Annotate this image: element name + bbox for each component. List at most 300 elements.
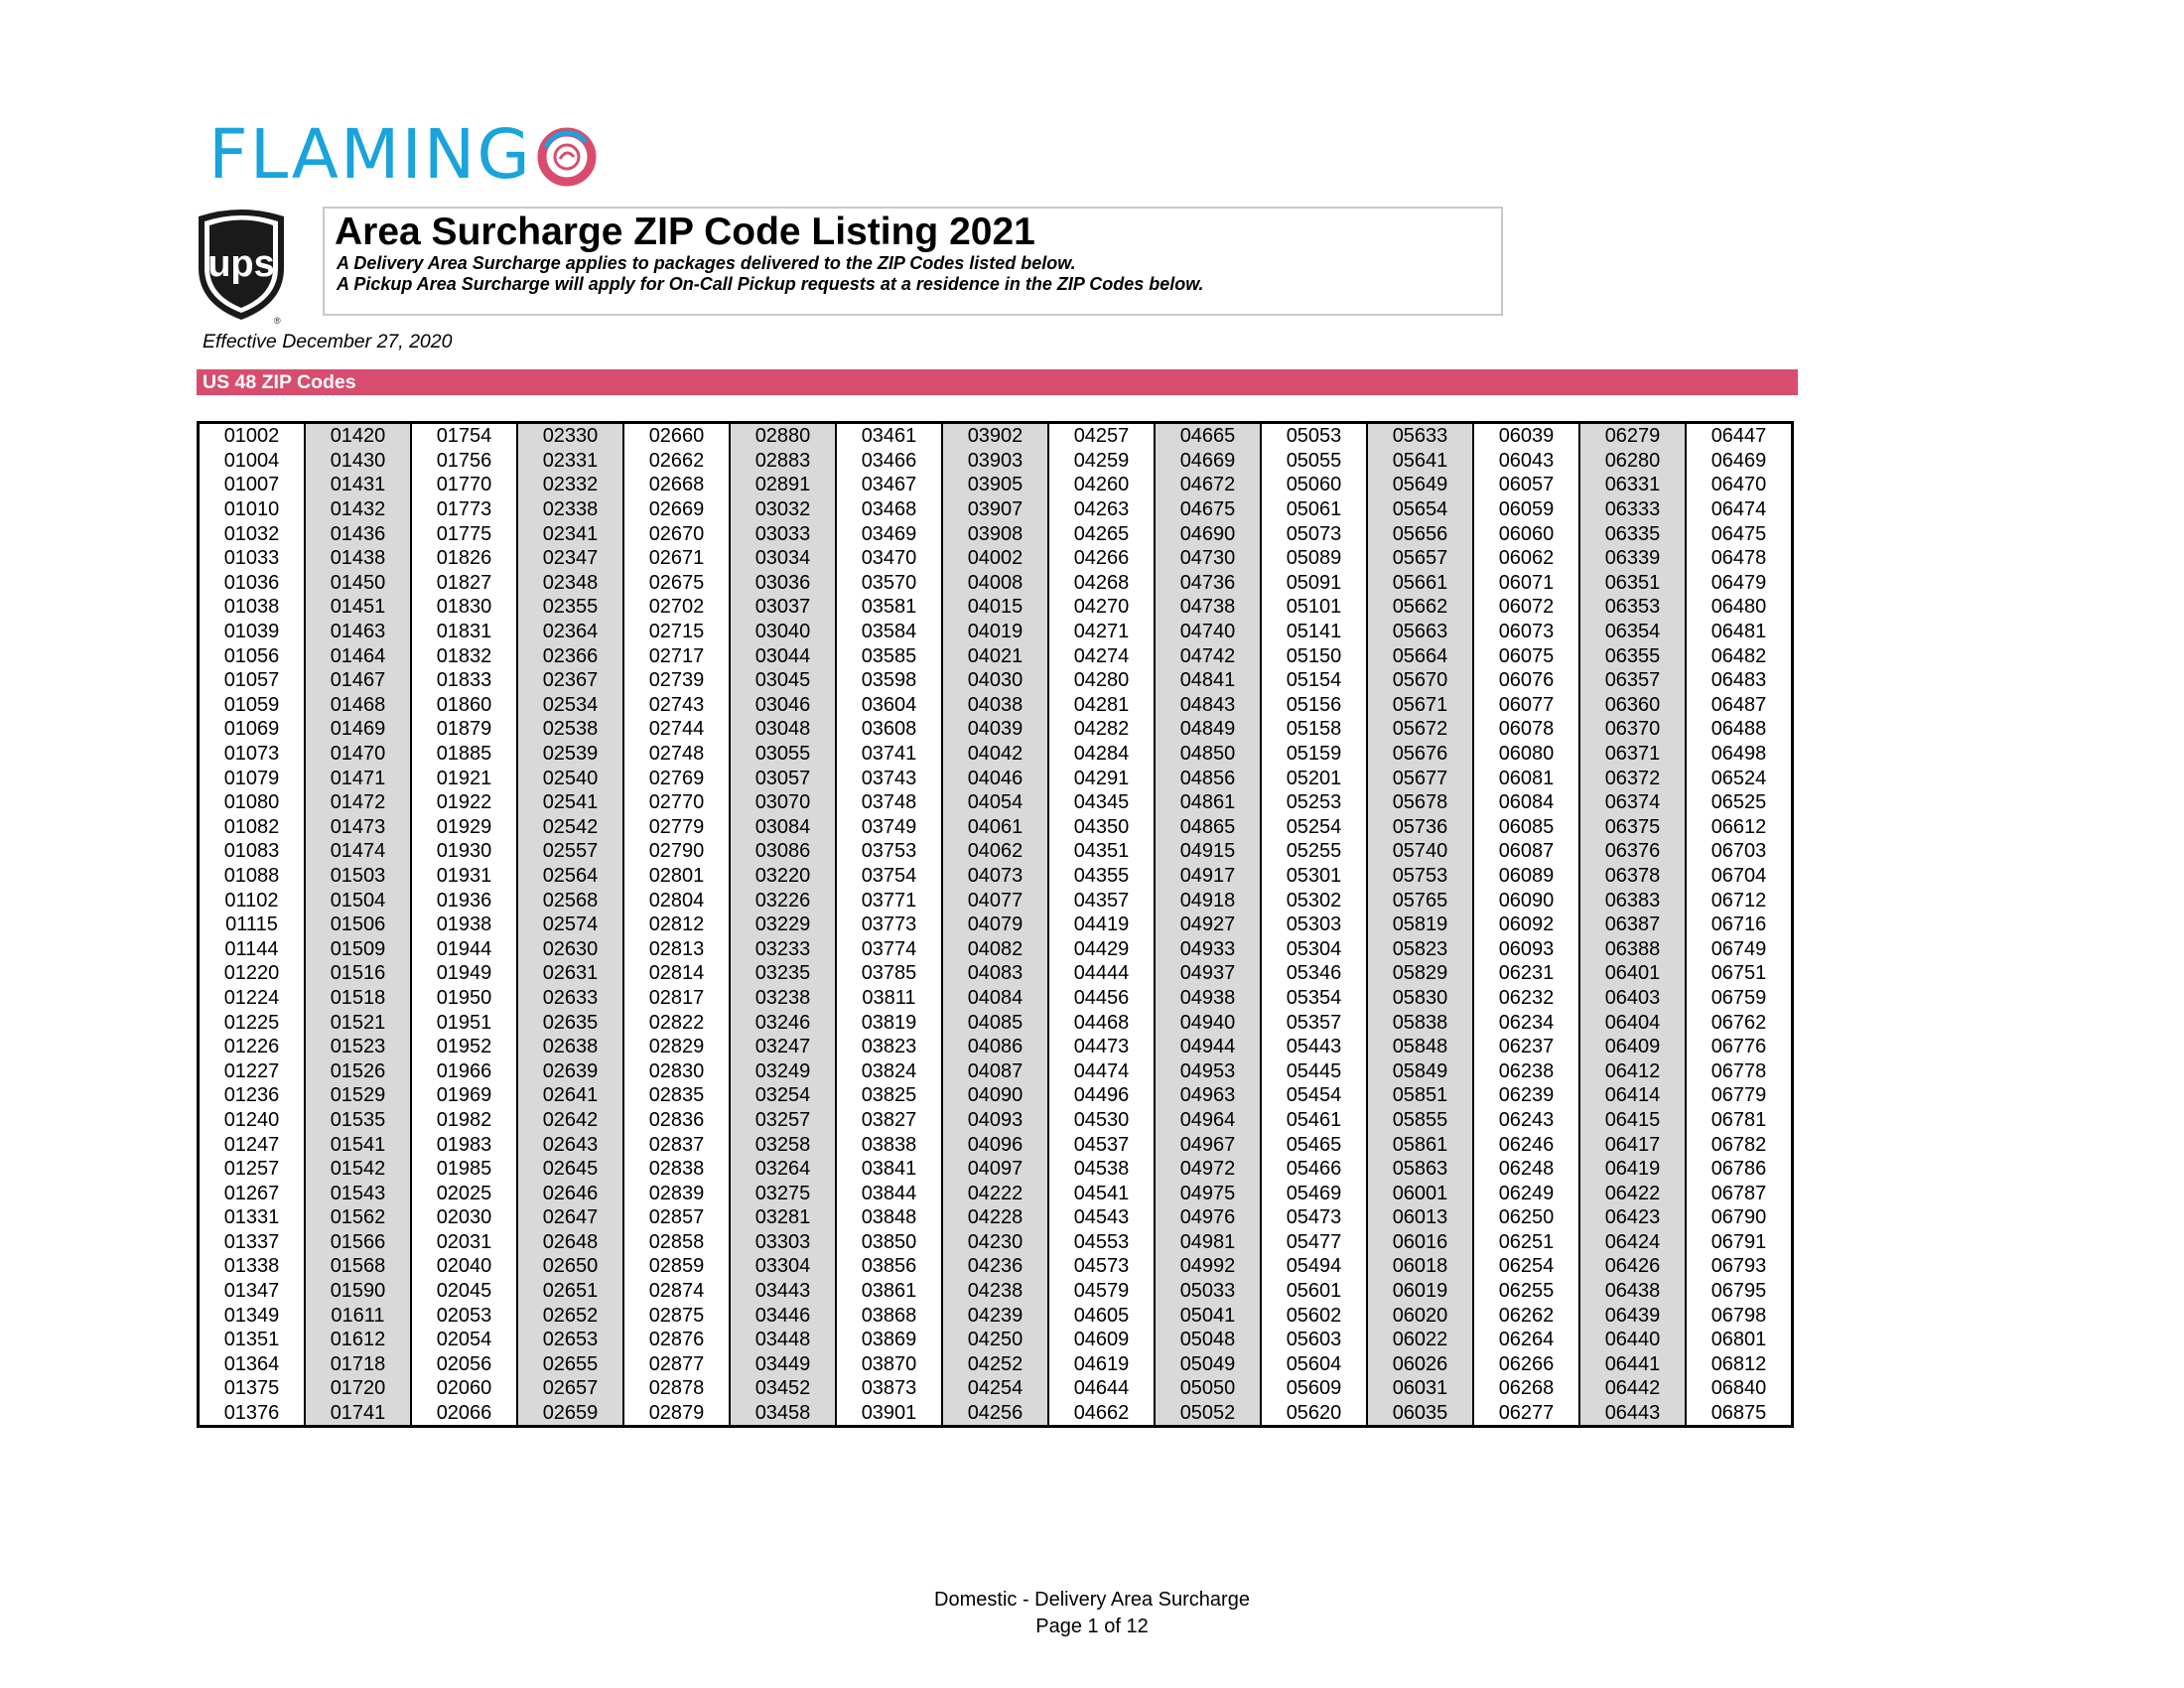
zip-code-cell: 06712 xyxy=(1686,888,1793,913)
zip-code-cell: 03598 xyxy=(836,668,942,693)
zip-code-cell: 01944 xyxy=(411,936,517,961)
zip-code-cell: 01347 xyxy=(199,1279,306,1304)
zip-code-cell: 03902 xyxy=(942,423,1048,449)
zip-code-cell: 01930 xyxy=(411,839,517,864)
zip-code-cell: 03825 xyxy=(836,1083,942,1108)
zip-code-cell: 03470 xyxy=(836,546,942,571)
zip-code-cell: 06078 xyxy=(1473,717,1579,742)
zip-code-cell: 03469 xyxy=(836,521,942,546)
zip-code-cell: 05303 xyxy=(1261,913,1367,937)
zip-code-cell: 01521 xyxy=(305,1010,411,1035)
zip-code-cell: 05041 xyxy=(1155,1303,1261,1328)
zip-code-cell: 06798 xyxy=(1686,1303,1793,1328)
zip-code-cell: 04268 xyxy=(1048,571,1155,596)
zip-code-cell: 02330 xyxy=(517,423,623,449)
zip-code-cell: 02060 xyxy=(411,1376,517,1401)
zip-code-cell: 04553 xyxy=(1048,1230,1155,1255)
zip-code-cell: 04456 xyxy=(1048,986,1155,1011)
zip-code-cell: 01566 xyxy=(305,1230,411,1255)
table-row xyxy=(199,1157,1793,1182)
zip-code-cell: 06237 xyxy=(1473,1035,1579,1059)
zip-code-cell: 03461 xyxy=(836,423,942,449)
zip-code-cell: 02338 xyxy=(517,497,623,522)
zip-code-cell: 04254 xyxy=(942,1376,1048,1401)
zip-code-cell: 03467 xyxy=(836,473,942,497)
zip-code-cell: 03235 xyxy=(730,961,836,986)
zip-code-cell: 04345 xyxy=(1048,790,1155,815)
zip-code-cell: 01985 xyxy=(411,1157,517,1182)
zip-code-cell: 06071 xyxy=(1473,571,1579,596)
zip-code-cell: 04239 xyxy=(942,1303,1048,1328)
zip-code-cell: 02879 xyxy=(623,1401,730,1427)
zip-code-cell: 05753 xyxy=(1367,864,1473,889)
table-row xyxy=(199,961,1793,986)
zip-code-cell: 05477 xyxy=(1261,1230,1367,1255)
table-row xyxy=(199,1328,1793,1352)
zip-code-cell: 02364 xyxy=(517,620,623,644)
zip-code-cell: 04963 xyxy=(1155,1083,1261,1108)
zip-code-cell: 01929 xyxy=(411,815,517,840)
zip-code-cell: 02671 xyxy=(623,546,730,571)
zip-code-cell: 02875 xyxy=(623,1303,730,1328)
zip-code-cell: 06354 xyxy=(1579,620,1686,644)
page-number: Page 1 of 12 xyxy=(1035,1616,1149,1637)
table-row xyxy=(199,595,1793,620)
zip-code-cell: 03045 xyxy=(730,668,836,693)
zip-code-cell: 05055 xyxy=(1261,449,1367,474)
zip-code-cell: 01949 xyxy=(411,961,517,986)
zip-code-cell: 06791 xyxy=(1686,1230,1793,1255)
zip-code-cell: 04975 xyxy=(1155,1181,1261,1205)
zip-code-cell: 01002 xyxy=(199,423,306,449)
zip-code-cell: 04280 xyxy=(1048,668,1155,693)
zip-code-cell: 02657 xyxy=(517,1376,623,1401)
zip-code-cell: 06401 xyxy=(1579,961,1686,986)
zip-code-cell: 02744 xyxy=(623,717,730,742)
zip-code-cell: 02770 xyxy=(623,790,730,815)
zip-code-cell: 01612 xyxy=(305,1328,411,1352)
zip-code-cell: 04002 xyxy=(942,546,1048,571)
flamingo-brand-logo xyxy=(208,115,598,195)
zip-code-cell: 06371 xyxy=(1579,742,1686,767)
zip-code-cell: 04537 xyxy=(1048,1132,1155,1157)
zip-code-cell: 01056 xyxy=(199,643,306,668)
zip-code-cell: 04841 xyxy=(1155,668,1261,693)
zip-code-cell: 02642 xyxy=(517,1108,623,1133)
zip-code-cell: 03452 xyxy=(730,1376,836,1401)
zip-code-cell: 02651 xyxy=(517,1279,623,1304)
table-row xyxy=(199,815,1793,840)
table-row xyxy=(199,497,1793,522)
footer-title: Domestic - Delivery Area Surcharge xyxy=(934,1589,1250,1611)
zip-code-cell: 05633 xyxy=(1367,423,1473,449)
zip-code-cell: 04266 xyxy=(1048,546,1155,571)
zip-code-cell: 01467 xyxy=(305,668,411,693)
zip-code-cell: 01079 xyxy=(199,766,306,790)
zip-code-cell: 06268 xyxy=(1473,1376,1579,1401)
zip-code-cell: 04086 xyxy=(942,1035,1048,1059)
zip-code-cell: 01543 xyxy=(305,1181,411,1205)
zip-code-cell: 06469 xyxy=(1686,449,1793,474)
zip-code-cell: 04944 xyxy=(1155,1035,1261,1059)
table-row xyxy=(199,1205,1793,1230)
zip-code-cell: 06419 xyxy=(1579,1157,1686,1182)
zip-code-cell: 06239 xyxy=(1473,1083,1579,1108)
zip-code-cell: 04992 xyxy=(1155,1254,1261,1279)
zip-code-cell: 02641 xyxy=(517,1083,623,1108)
table-row xyxy=(199,936,1793,961)
zip-code-cell: 06475 xyxy=(1686,521,1793,546)
zip-code-cell: 05676 xyxy=(1367,742,1473,767)
zip-code-cell: 04967 xyxy=(1155,1132,1261,1157)
zip-code-cell: 02574 xyxy=(517,913,623,937)
zip-code-cell: 04054 xyxy=(942,790,1048,815)
zip-code-cell: 01529 xyxy=(305,1083,411,1108)
zip-code-cell: 03303 xyxy=(730,1230,836,1255)
zip-code-cell: 02839 xyxy=(623,1181,730,1205)
zip-code-cell: 06357 xyxy=(1579,668,1686,693)
zip-code-cell: 01436 xyxy=(305,521,411,546)
zip-code-cell: 03220 xyxy=(730,864,836,889)
table-row xyxy=(199,717,1793,742)
table-row xyxy=(199,1083,1793,1108)
table-row xyxy=(199,790,1793,815)
zip-code-cell: 05089 xyxy=(1261,546,1367,571)
zip-code-cell: 04046 xyxy=(942,766,1048,790)
zip-code-cell: 04257 xyxy=(1048,423,1155,449)
zip-code-cell: 06262 xyxy=(1473,1303,1579,1328)
zip-code-cell: 03823 xyxy=(836,1035,942,1059)
zip-code-cell: 03247 xyxy=(730,1035,836,1059)
zip-code-cell: 02040 xyxy=(411,1254,517,1279)
zip-code-cell: 02645 xyxy=(517,1157,623,1182)
zip-code-cell: 03570 xyxy=(836,571,942,596)
table-row xyxy=(199,1132,1793,1157)
page-title: Area Surcharge ZIP Code Listing 2021 xyxy=(335,211,1035,253)
zip-code-cell: 06234 xyxy=(1473,1010,1579,1035)
zip-code-table-body xyxy=(199,423,1793,1427)
zip-code-cell: 04915 xyxy=(1155,839,1261,864)
zip-code-cell: 01611 xyxy=(305,1303,411,1328)
zip-code-cell: 01420 xyxy=(305,423,411,449)
zip-code-cell: 02662 xyxy=(623,449,730,474)
zip-code-cell: 04662 xyxy=(1048,1401,1155,1427)
zip-code-cell: 02874 xyxy=(623,1279,730,1304)
zip-code-cell: 01506 xyxy=(305,913,411,937)
zip-code-cell: 02813 xyxy=(623,936,730,961)
zip-code-cell: 01039 xyxy=(199,620,306,644)
zip-code-cell: 05253 xyxy=(1261,790,1367,815)
zip-code-cell: 02817 xyxy=(623,986,730,1011)
zip-code-cell: 06073 xyxy=(1473,620,1579,644)
zip-code-cell: 04940 xyxy=(1155,1010,1261,1035)
zip-code-cell: 06795 xyxy=(1686,1279,1793,1304)
zip-code-cell: 01004 xyxy=(199,449,306,474)
zip-code-cell: 04474 xyxy=(1048,1058,1155,1083)
table-row xyxy=(199,1401,1793,1427)
zip-code-cell: 03824 xyxy=(836,1058,942,1083)
table-row xyxy=(199,1108,1793,1133)
zip-code-cell: 03468 xyxy=(836,497,942,522)
zip-code-cell: 04079 xyxy=(942,913,1048,937)
zip-code-cell: 06062 xyxy=(1473,546,1579,571)
zip-code-cell: 05150 xyxy=(1261,643,1367,668)
zip-code-cell: 02891 xyxy=(730,473,836,497)
zip-code-cell: 04850 xyxy=(1155,742,1261,767)
zip-code-cell: 02564 xyxy=(517,864,623,889)
zip-code-cell: 02858 xyxy=(623,1230,730,1255)
zip-code-cell: 01227 xyxy=(199,1058,306,1083)
zip-code-cell: 02639 xyxy=(517,1058,623,1083)
zip-code-cell: 02347 xyxy=(517,546,623,571)
zip-code-cell: 01236 xyxy=(199,1083,306,1108)
zip-code-cell: 06417 xyxy=(1579,1132,1686,1157)
zip-code-cell: 03905 xyxy=(942,473,1048,497)
table-row xyxy=(199,1010,1793,1035)
table-row xyxy=(199,643,1793,668)
zip-code-cell: 03449 xyxy=(730,1352,836,1377)
zip-code-cell: 02801 xyxy=(623,864,730,889)
flamingo-o-logo-icon xyxy=(536,126,598,188)
zip-code-cell: 05609 xyxy=(1261,1376,1367,1401)
zip-code-cell: 01775 xyxy=(411,521,517,546)
table-row xyxy=(199,864,1793,889)
zip-code-cell: 02635 xyxy=(517,1010,623,1035)
table-row xyxy=(199,449,1793,474)
zip-code-cell: 04740 xyxy=(1155,620,1261,644)
zip-code-cell: 01741 xyxy=(305,1401,411,1427)
table-row xyxy=(199,1181,1793,1205)
zip-code-cell: 03034 xyxy=(730,546,836,571)
zip-code-cell: 06383 xyxy=(1579,888,1686,913)
zip-code-cell: 06001 xyxy=(1367,1181,1473,1205)
zip-code-cell: 03850 xyxy=(836,1230,942,1255)
zip-code-cell: 01115 xyxy=(199,913,306,937)
effective-date: Effective December 27, 2020 xyxy=(203,331,453,352)
zip-code-cell: 06438 xyxy=(1579,1279,1686,1304)
zip-code-cell: 06749 xyxy=(1686,936,1793,961)
zip-code-cell: 06039 xyxy=(1473,423,1579,449)
zip-code-cell: 01470 xyxy=(305,742,411,767)
zip-code-cell: 01770 xyxy=(411,473,517,497)
zip-code-cell: 06026 xyxy=(1367,1352,1473,1377)
zip-code-cell: 02366 xyxy=(517,643,623,668)
zip-code-cell: 05049 xyxy=(1155,1352,1261,1377)
zip-code-cell: 03304 xyxy=(730,1254,836,1279)
zip-code-cell: 01474 xyxy=(305,839,411,864)
zip-code-cell: 01257 xyxy=(199,1157,306,1182)
zip-code-cell: 01931 xyxy=(411,864,517,889)
zip-code-cell: 02883 xyxy=(730,449,836,474)
zip-code-cell: 04742 xyxy=(1155,643,1261,668)
zip-code-cell: 05838 xyxy=(1367,1010,1473,1035)
zip-code-cell: 06231 xyxy=(1473,961,1579,986)
table-row xyxy=(199,521,1793,546)
zip-code-cell: 06085 xyxy=(1473,815,1579,840)
zip-code-cell: 01885 xyxy=(411,742,517,767)
zip-code-cell: 06481 xyxy=(1686,620,1793,644)
zip-code-cell: 05603 xyxy=(1261,1328,1367,1352)
zip-code-cell: 03246 xyxy=(730,1010,836,1035)
table-row xyxy=(199,986,1793,1011)
zip-code-cell: 02348 xyxy=(517,571,623,596)
zip-code-cell: 04084 xyxy=(942,986,1048,1011)
zip-code-cell: 03748 xyxy=(836,790,942,815)
zip-code-cell: 03749 xyxy=(836,815,942,840)
zip-code-cell: 04281 xyxy=(1048,693,1155,718)
zip-code-cell: 01451 xyxy=(305,595,411,620)
zip-code-cell: 04964 xyxy=(1155,1108,1261,1133)
zip-code-cell: 03264 xyxy=(730,1157,836,1182)
zip-code-cell: 02542 xyxy=(517,815,623,840)
zip-code-cell: 06387 xyxy=(1579,913,1686,937)
zip-code-cell: 02652 xyxy=(517,1303,623,1328)
zip-code-cell: 02045 xyxy=(411,1279,517,1304)
zip-code-cell: 05855 xyxy=(1367,1108,1473,1133)
zip-code-cell: 06423 xyxy=(1579,1205,1686,1230)
zip-code-cell: 03604 xyxy=(836,693,942,718)
zip-code-cell: 02630 xyxy=(517,936,623,961)
zip-code-cell: 01102 xyxy=(199,888,306,913)
zip-code-cell: 02702 xyxy=(623,595,730,620)
zip-code-cell: 06075 xyxy=(1473,643,1579,668)
zip-code-cell: 01526 xyxy=(305,1058,411,1083)
zip-code-cell: 05641 xyxy=(1367,449,1473,474)
zip-code-cell: 04669 xyxy=(1155,449,1261,474)
zip-code-cell: 02779 xyxy=(623,815,730,840)
zip-code-cell: 01542 xyxy=(305,1157,411,1182)
zip-code-cell: 01922 xyxy=(411,790,517,815)
zip-code-cell: 06414 xyxy=(1579,1083,1686,1108)
zip-code-cell: 06060 xyxy=(1473,521,1579,546)
zip-code-cell: 04252 xyxy=(942,1352,1048,1377)
zip-code-cell: 04918 xyxy=(1155,888,1261,913)
zip-code-cell: 04282 xyxy=(1048,717,1155,742)
zip-code-cell: 01463 xyxy=(305,620,411,644)
zip-code-cell: 04238 xyxy=(942,1279,1048,1304)
zip-code-cell: 04429 xyxy=(1048,936,1155,961)
zip-code-cell: 05050 xyxy=(1155,1376,1261,1401)
zip-code-cell: 06716 xyxy=(1686,913,1793,937)
zip-code-cell: 01240 xyxy=(199,1108,306,1133)
zip-code-cell: 04543 xyxy=(1048,1205,1155,1230)
zip-code-cell: 06251 xyxy=(1473,1230,1579,1255)
zip-code-cell: 01826 xyxy=(411,546,517,571)
zip-code-cell: 04230 xyxy=(942,1230,1048,1255)
zip-code-cell: 03275 xyxy=(730,1181,836,1205)
zip-code-cell: 01338 xyxy=(199,1254,306,1279)
zip-code-cell: 05736 xyxy=(1367,815,1473,840)
zip-code-cell: 03070 xyxy=(730,790,836,815)
zip-code-cell: 05620 xyxy=(1261,1401,1367,1427)
zip-code-cell: 05602 xyxy=(1261,1303,1367,1328)
zip-code-cell: 02647 xyxy=(517,1205,623,1230)
zip-code-cell: 05849 xyxy=(1367,1058,1473,1083)
zip-code-cell: 01225 xyxy=(199,1010,306,1035)
zip-code-cell: 01267 xyxy=(199,1181,306,1205)
zip-code-cell: 03581 xyxy=(836,595,942,620)
zip-code-cell: 06250 xyxy=(1473,1205,1579,1230)
zip-code-cell: 06751 xyxy=(1686,961,1793,986)
zip-code-cell: 02646 xyxy=(517,1181,623,1205)
zip-code-cell: 03856 xyxy=(836,1254,942,1279)
zip-code-cell: 02878 xyxy=(623,1376,730,1401)
zip-code-cell: 06388 xyxy=(1579,936,1686,961)
zip-code-cell: 06246 xyxy=(1473,1132,1579,1157)
zip-code-cell: 06759 xyxy=(1686,986,1793,1011)
zip-code-cell: 06375 xyxy=(1579,815,1686,840)
zip-code-cell: 05466 xyxy=(1261,1157,1367,1182)
zip-code-cell: 04256 xyxy=(942,1401,1048,1427)
zip-code-cell: 04222 xyxy=(942,1181,1048,1205)
zip-code-cell: 01951 xyxy=(411,1010,517,1035)
zip-code-cell: 04097 xyxy=(942,1157,1048,1182)
zip-code-cell: 06370 xyxy=(1579,717,1686,742)
zip-code-cell: 06480 xyxy=(1686,595,1793,620)
zip-code-cell: 02648 xyxy=(517,1230,623,1255)
zip-code-cell: 02717 xyxy=(623,643,730,668)
zip-code-cell: 01032 xyxy=(199,521,306,546)
zip-code-cell: 05657 xyxy=(1367,546,1473,571)
zip-code-cell: 06339 xyxy=(1579,546,1686,571)
table-row xyxy=(199,1058,1793,1083)
zip-code-cell: 03254 xyxy=(730,1083,836,1108)
zip-code-cell: 04938 xyxy=(1155,986,1261,1011)
zip-code-cell: 06355 xyxy=(1579,643,1686,668)
zip-code-cell: 05158 xyxy=(1261,717,1367,742)
zip-code-cell: 06016 xyxy=(1367,1230,1473,1255)
zip-code-cell: 04270 xyxy=(1048,595,1155,620)
zip-code-cell: 04530 xyxy=(1048,1108,1155,1133)
zip-code-cell: 01349 xyxy=(199,1303,306,1328)
zip-code-cell: 03870 xyxy=(836,1352,942,1377)
zip-code-cell: 03466 xyxy=(836,449,942,474)
zip-code-cell: 06440 xyxy=(1579,1328,1686,1352)
zip-code-cell: 05861 xyxy=(1367,1132,1473,1157)
zip-code-cell: 01879 xyxy=(411,717,517,742)
zip-code-cell: 04265 xyxy=(1048,521,1155,546)
zip-code-cell: 05494 xyxy=(1261,1254,1367,1279)
zip-code-cell: 03257 xyxy=(730,1108,836,1133)
zip-code-cell: 02066 xyxy=(411,1401,517,1427)
zip-code-cell: 05740 xyxy=(1367,839,1473,864)
zip-code-cell: 01516 xyxy=(305,961,411,986)
zip-code-cell: 01430 xyxy=(305,449,411,474)
zip-code-cell: 06488 xyxy=(1686,717,1793,742)
zip-code-cell: 01033 xyxy=(199,546,306,571)
table-row xyxy=(199,693,1793,718)
zip-code-cell: 02538 xyxy=(517,717,623,742)
zip-code-cell: 01438 xyxy=(305,546,411,571)
zip-code-cell: 06478 xyxy=(1686,546,1793,571)
zip-code-cell: 05304 xyxy=(1261,936,1367,961)
zip-code-cell: 04274 xyxy=(1048,643,1155,668)
zip-code-cell: 05656 xyxy=(1367,521,1473,546)
zip-code-cell: 05465 xyxy=(1261,1132,1367,1157)
zip-code-cell: 01468 xyxy=(305,693,411,718)
zip-code-cell: 03057 xyxy=(730,766,836,790)
zip-code-cell: 01224 xyxy=(199,986,306,1011)
zip-code-cell: 03032 xyxy=(730,497,836,522)
zip-code-cell: 03608 xyxy=(836,717,942,742)
zip-code-cell: 02880 xyxy=(730,423,836,449)
zip-code-cell: 02659 xyxy=(517,1401,623,1427)
zip-code-cell: 01038 xyxy=(199,595,306,620)
zip-code-cell: 04865 xyxy=(1155,815,1261,840)
zip-code-cell: 02541 xyxy=(517,790,623,815)
zip-code-cell: 02341 xyxy=(517,521,623,546)
zip-code-cell: 03086 xyxy=(730,839,836,864)
